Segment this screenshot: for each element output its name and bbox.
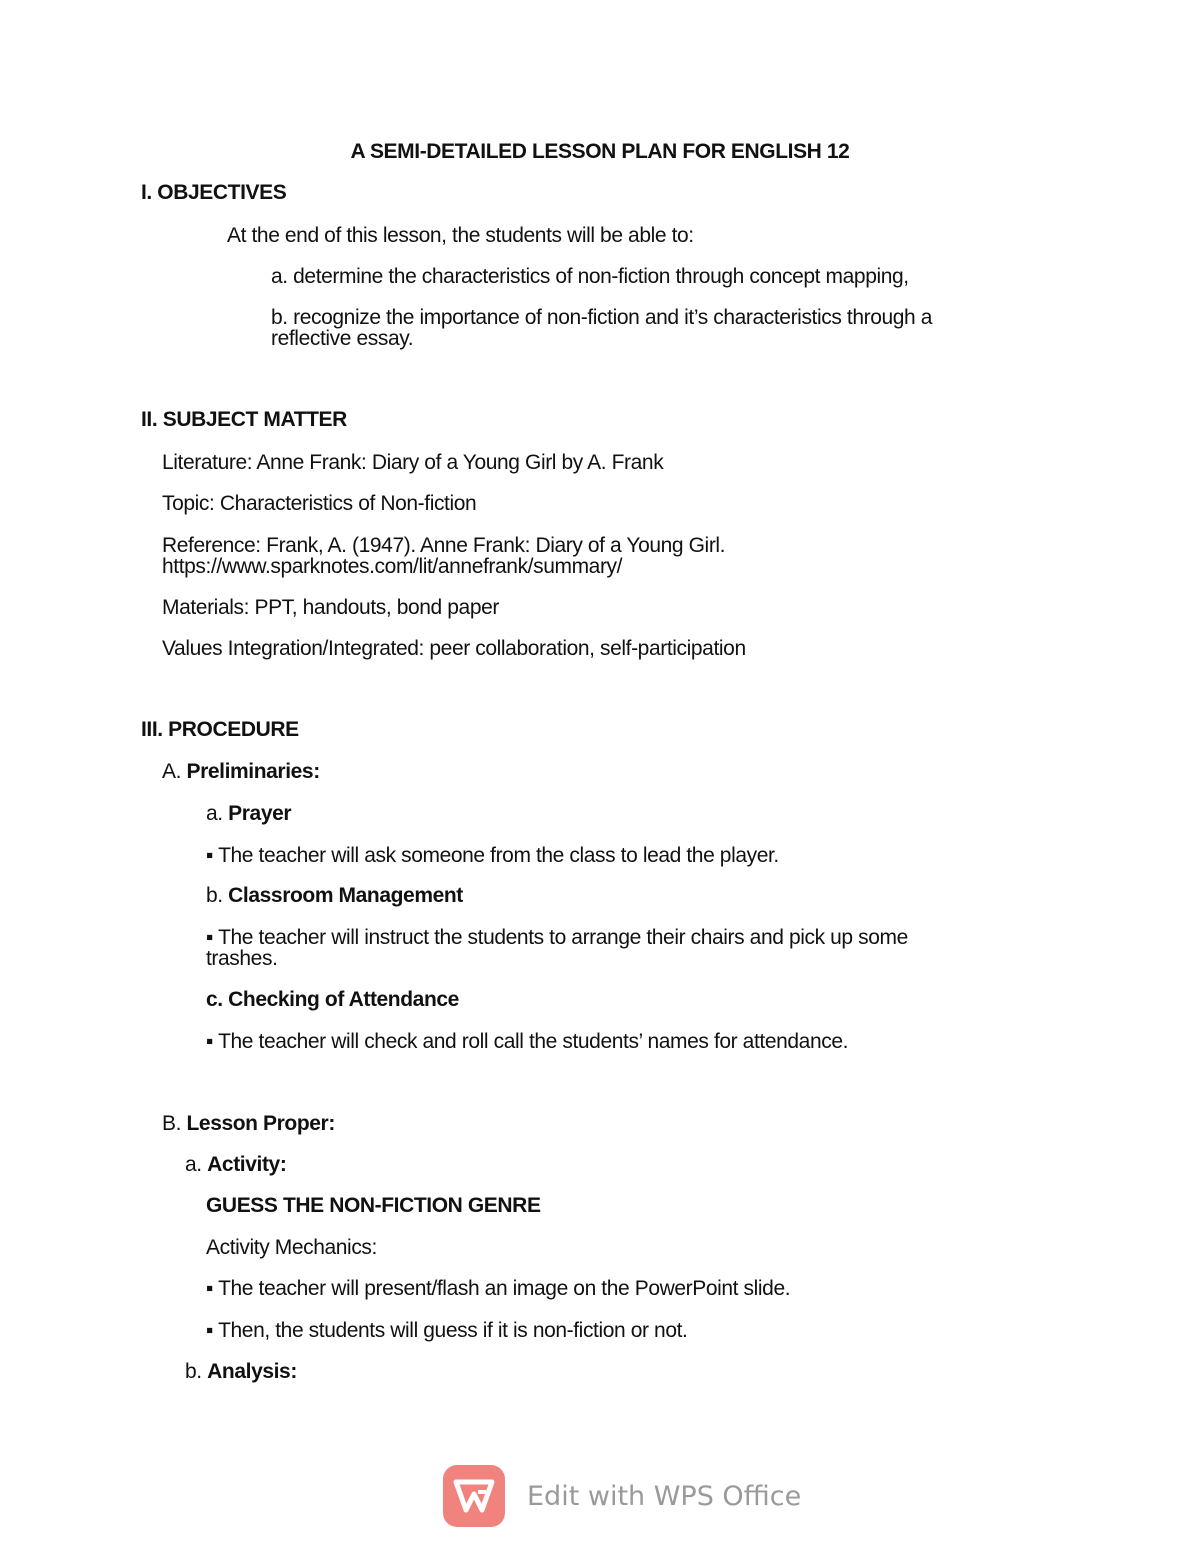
prayer-prefix: a. — [206, 802, 229, 825]
lesson-proper-prefix: B. — [162, 1112, 187, 1135]
classroom-label: Classroom Management — [228, 884, 463, 907]
mechanic-1: ▪ The teacher will present/flash an image on the PowerPoint slide. — [206, 1277, 791, 1300]
objective-a: a. determine the characteristics of non-fiction through concept mapping, — [271, 265, 909, 288]
preliminaries-label: Preliminaries: — [186, 760, 320, 783]
literature-line: Literature: Anne Frank: Diary of a Young Girl by A. Frank — [162, 451, 664, 474]
activity-prefix: a. — [185, 1153, 208, 1176]
objectives-heading: I. OBJECTIVES — [141, 181, 287, 204]
wps-watermark-text: Edit with WPS Office — [527, 1480, 802, 1512]
subject-matter-heading: II. SUBJECT MATTER — [141, 408, 347, 431]
preliminaries-heading — [162, 761, 320, 783]
objective-b-line1: b. recognize the importance of non-fiction and it’s characteristics through a — [271, 306, 933, 329]
wps-logo-glyph — [452, 1476, 496, 1516]
lesson-proper-label: Lesson Proper: — [186, 1112, 335, 1135]
materials-line: Materials: PPT, handouts, bond paper — [162, 596, 499, 619]
objective-b-line2: reflective essay. — [271, 327, 414, 350]
wps-watermark — [443, 1465, 801, 1527]
classroom-text-line1: ▪ The teacher will instruct the students to arrange their chairs and pick up some — [206, 926, 908, 949]
lesson-proper-heading — [162, 1113, 335, 1135]
attendance-heading: c. Checking of Attendance — [206, 988, 459, 1011]
classroom-heading — [206, 885, 463, 907]
analysis-heading — [185, 1361, 297, 1383]
analysis-label: Analysis: — [207, 1360, 297, 1383]
document-title: A SEMI-DETAILED LESSON PLAN FOR ENGLISH 12 — [350, 140, 850, 163]
reference-url: https://www.sparknotes.com/lit/annefrank/summary/ — [162, 555, 623, 578]
procedure-heading: III. PROCEDURE — [141, 718, 299, 741]
topic-line: Topic: Characteristics of Non-fiction — [162, 492, 477, 515]
classroom-prefix: b. — [206, 884, 229, 907]
analysis-prefix: b. — [185, 1360, 208, 1383]
prayer-text: ▪ The teacher will ask someone from the class to lead the player. — [206, 844, 779, 867]
mechanic-2: ▪ Then, the students will guess if it is non-fiction or not. — [206, 1319, 688, 1342]
prayer-heading — [206, 803, 291, 825]
classroom-text-line2: trashes. — [206, 947, 278, 970]
attendance-text: ▪ The teacher will check and roll call the students’ names for attendance. — [206, 1030, 849, 1053]
activity-mechanics-label: Activity Mechanics: — [206, 1236, 377, 1259]
activity-label: Activity: — [207, 1153, 287, 1176]
objectives-intro: At the end of this lesson, the students will be able to: — [227, 224, 694, 247]
values-line: Values Integration/Integrated: peer collaboration, self-participation — [162, 637, 746, 660]
reference-line1: Reference: Frank, A. (1947). Anne Frank: Diary of a Young Girl. — [162, 534, 726, 557]
wps-logo-icon — [443, 1465, 505, 1527]
preliminaries-prefix: A. — [162, 760, 187, 783]
activity-heading — [185, 1154, 286, 1176]
activity-title: GUESS THE NON-FICTION GENRE — [206, 1194, 541, 1217]
prayer-label: Prayer — [228, 802, 292, 825]
